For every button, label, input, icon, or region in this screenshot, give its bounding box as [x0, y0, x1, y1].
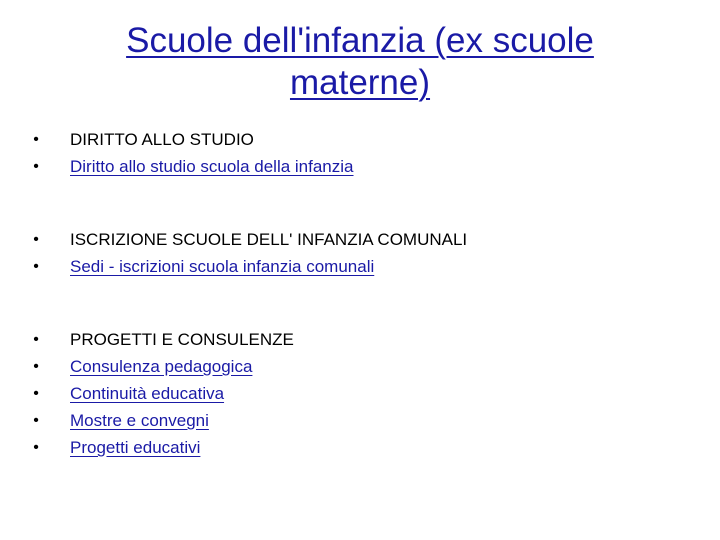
bullet-icon: •: [33, 358, 39, 375]
list-item: [26, 380, 294, 407]
section-heading: PROGETTI E CONSULENZE: [70, 330, 294, 349]
bullet-icon: •: [33, 131, 39, 148]
list-item: [26, 353, 294, 380]
section-heading: ISCRIZIONE SCUOLE DELL' INFANZIA COMUNALI: [70, 230, 468, 249]
link-sedi-iscrizioni[interactable]: Sedi - iscrizioni scuola infanzia comunali: [70, 257, 375, 276]
link-progetti-educativi[interactable]: Progetti educativi: [70, 438, 201, 457]
list-item: [26, 326, 294, 353]
list-item: [26, 434, 294, 461]
bullet-icon: •: [33, 439, 39, 456]
link-diritto-allo-studio[interactable]: Diritto allo studio scuola della infanzia: [70, 157, 354, 176]
bullet-icon: •: [33, 412, 39, 429]
list-item: [26, 153, 354, 180]
list-item: [26, 226, 467, 253]
section-iscrizione: [26, 226, 467, 280]
page-title: [100, 20, 620, 104]
bullet-icon: •: [33, 331, 39, 348]
list-item: [26, 407, 294, 434]
list-item: [26, 126, 354, 153]
link-consulenza-pedagogica[interactable]: Consulenza pedagogica: [70, 357, 253, 376]
bullet-icon: •: [33, 258, 39, 275]
list-item: [26, 253, 467, 280]
bullet-icon: •: [33, 231, 39, 248]
section-diritto-allo-studio: [26, 126, 354, 180]
link-mostre-convegni[interactable]: Mostre e convegni: [70, 411, 209, 430]
bullet-icon: •: [33, 385, 39, 402]
section-heading: DIRITTO ALLO STUDIO: [70, 130, 254, 149]
link-continuita-educativa[interactable]: Continuità educativa: [70, 384, 225, 403]
page-title-link[interactable]: Scuole dell'infanzia (ex scuole materne): [126, 21, 594, 102]
bullet-icon: •: [33, 158, 39, 175]
section-progetti: [26, 326, 294, 461]
